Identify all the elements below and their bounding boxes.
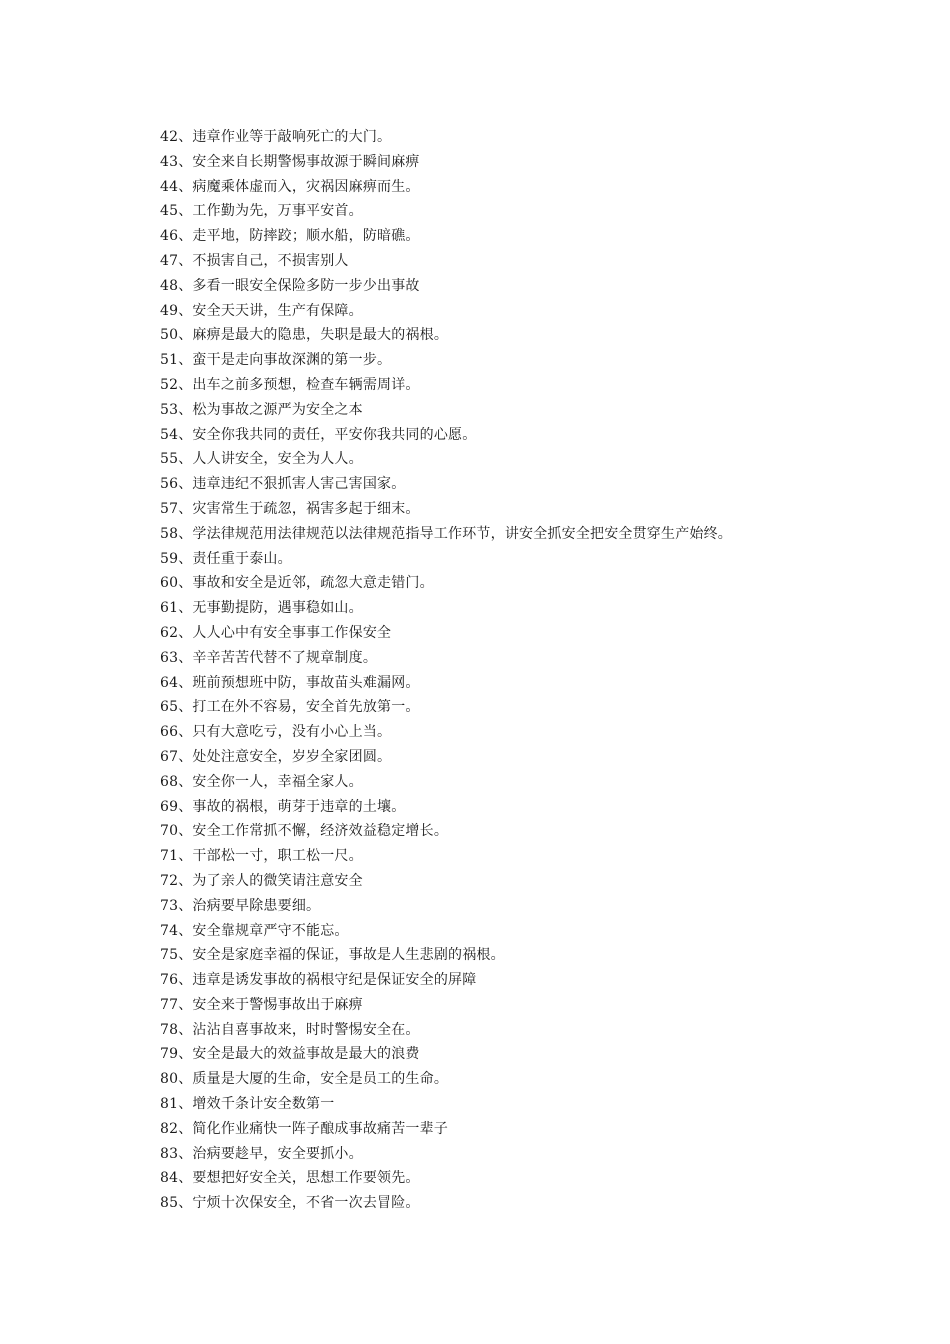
slogan-line: 78、沾沾自喜事故来，时时警惕安全在。 bbox=[160, 1021, 420, 1038]
slogan-line: 84、要想把好安全关，思想工作要领先。 bbox=[160, 1170, 420, 1187]
slogan-line: 83、治病要趁早，安全要抓小。 bbox=[160, 1145, 363, 1162]
slogan-line: 52、出车之前多预想，检查车辆需周详。 bbox=[160, 376, 420, 393]
slogan-line: 44、病魔乘体虚而入，灾祸因麻痹而生。 bbox=[160, 178, 420, 195]
slogan-line: 69、事故的祸根，萌芽于违章的土壤。 bbox=[160, 798, 406, 815]
slogan-line: 76、违章是诱发事故的祸根守纪是保证安全的屏障 bbox=[160, 972, 477, 989]
slogan-line: 48、多看一眼安全保险多防一步少出事故 bbox=[160, 277, 420, 294]
slogan-line: 67、处处注意安全，岁岁全家团圆。 bbox=[160, 748, 392, 765]
slogan-line: 58、学法律规范用法律规范以法律规范指导工作环节，讲安全抓安全把安全贯穿生产始终。 bbox=[160, 525, 733, 542]
slogan-line: 49、安全天天讲，生产有保障。 bbox=[160, 302, 363, 319]
slogan-line: 77、安全来于警惕事故出于麻痹 bbox=[160, 996, 363, 1013]
slogan-line: 50、麻痹是最大的隐患，失职是最大的祸根。 bbox=[160, 327, 449, 344]
slogan-line: 66、只有大意吃亏，没有小心上当。 bbox=[160, 724, 392, 741]
slogan-line: 59、责任重于泰山。 bbox=[160, 550, 292, 567]
slogan-line: 73、治病要早除患要细。 bbox=[160, 897, 321, 914]
slogan-line: 79、安全是最大的效益事故是最大的浪费 bbox=[160, 1046, 420, 1063]
slogan-line: 80、质量是大厦的生命，安全是员工的生命。 bbox=[160, 1071, 449, 1088]
slogan-line: 72、为了亲人的微笑请注意安全 bbox=[160, 872, 363, 889]
slogan-line: 46、走平地，防摔跤；顺水船，防暗礁。 bbox=[160, 228, 420, 245]
slogan-line: 65、打工在外不容易，安全首先放第一。 bbox=[160, 699, 420, 716]
slogan-line: 45、工作勤为先，万事平安首。 bbox=[160, 203, 363, 220]
slogan-line: 64、班前预想班中防，事故苗头难漏网。 bbox=[160, 674, 420, 691]
slogan-line: 47、不损害自己，不损害别人 bbox=[160, 252, 349, 269]
slogan-line: 60、事故和安全是近邻，疏忽大意走错门。 bbox=[160, 575, 434, 592]
slogan-line: 82、简化作业痛快一阵子酿成事故痛苦一辈子 bbox=[160, 1120, 449, 1137]
slogan-line: 68、安全你一人，幸福全家人。 bbox=[160, 773, 363, 790]
slogan-line: 54、安全你我共同的责任，平安你我共同的心愿。 bbox=[160, 426, 477, 443]
slogan-line: 56、违章违纪不狠抓害人害己害国家。 bbox=[160, 476, 406, 493]
slogan-line: 70、安全工作常抓不懈，经济效益稳定增长。 bbox=[160, 823, 449, 840]
slogan-line: 74、安全靠规章严守不能忘。 bbox=[160, 922, 349, 939]
slogan-line: 43、安全来自长期警惕事故源于瞬间麻痹 bbox=[160, 153, 420, 170]
slogan-line: 53、松为事故之源严为安全之本 bbox=[160, 401, 363, 418]
slogan-line: 81、增效千条计安全数第一 bbox=[160, 1096, 335, 1113]
slogan-line: 51、蛮干是走向事故深渊的第一步。 bbox=[160, 352, 392, 369]
slogan-line: 55、人人讲安全，安全为人人。 bbox=[160, 451, 363, 468]
slogan-line: 85、宁烦十次保安全，不省一次去冒险。 bbox=[160, 1195, 420, 1212]
safety-slogan-list bbox=[160, 125, 732, 1216]
slogan-line: 62、人人心中有安全事事工作保安全 bbox=[160, 624, 392, 641]
slogan-line: 61、无事勤提防，遇事稳如山。 bbox=[160, 600, 363, 617]
slogan-line: 42、违章作业等于敲响死亡的大门。 bbox=[160, 129, 392, 145]
slogan-line: 71、干部松一寸，职工松一尺。 bbox=[160, 848, 363, 865]
slogan-line: 57、灾害常生于疏忽，祸害多起于细末。 bbox=[160, 500, 420, 517]
slogan-line: 75、安全是家庭幸福的保证，事故是人生悲剧的祸根。 bbox=[160, 947, 505, 964]
slogan-line: 63、辛辛苦苦代替不了规章制度。 bbox=[160, 649, 378, 666]
